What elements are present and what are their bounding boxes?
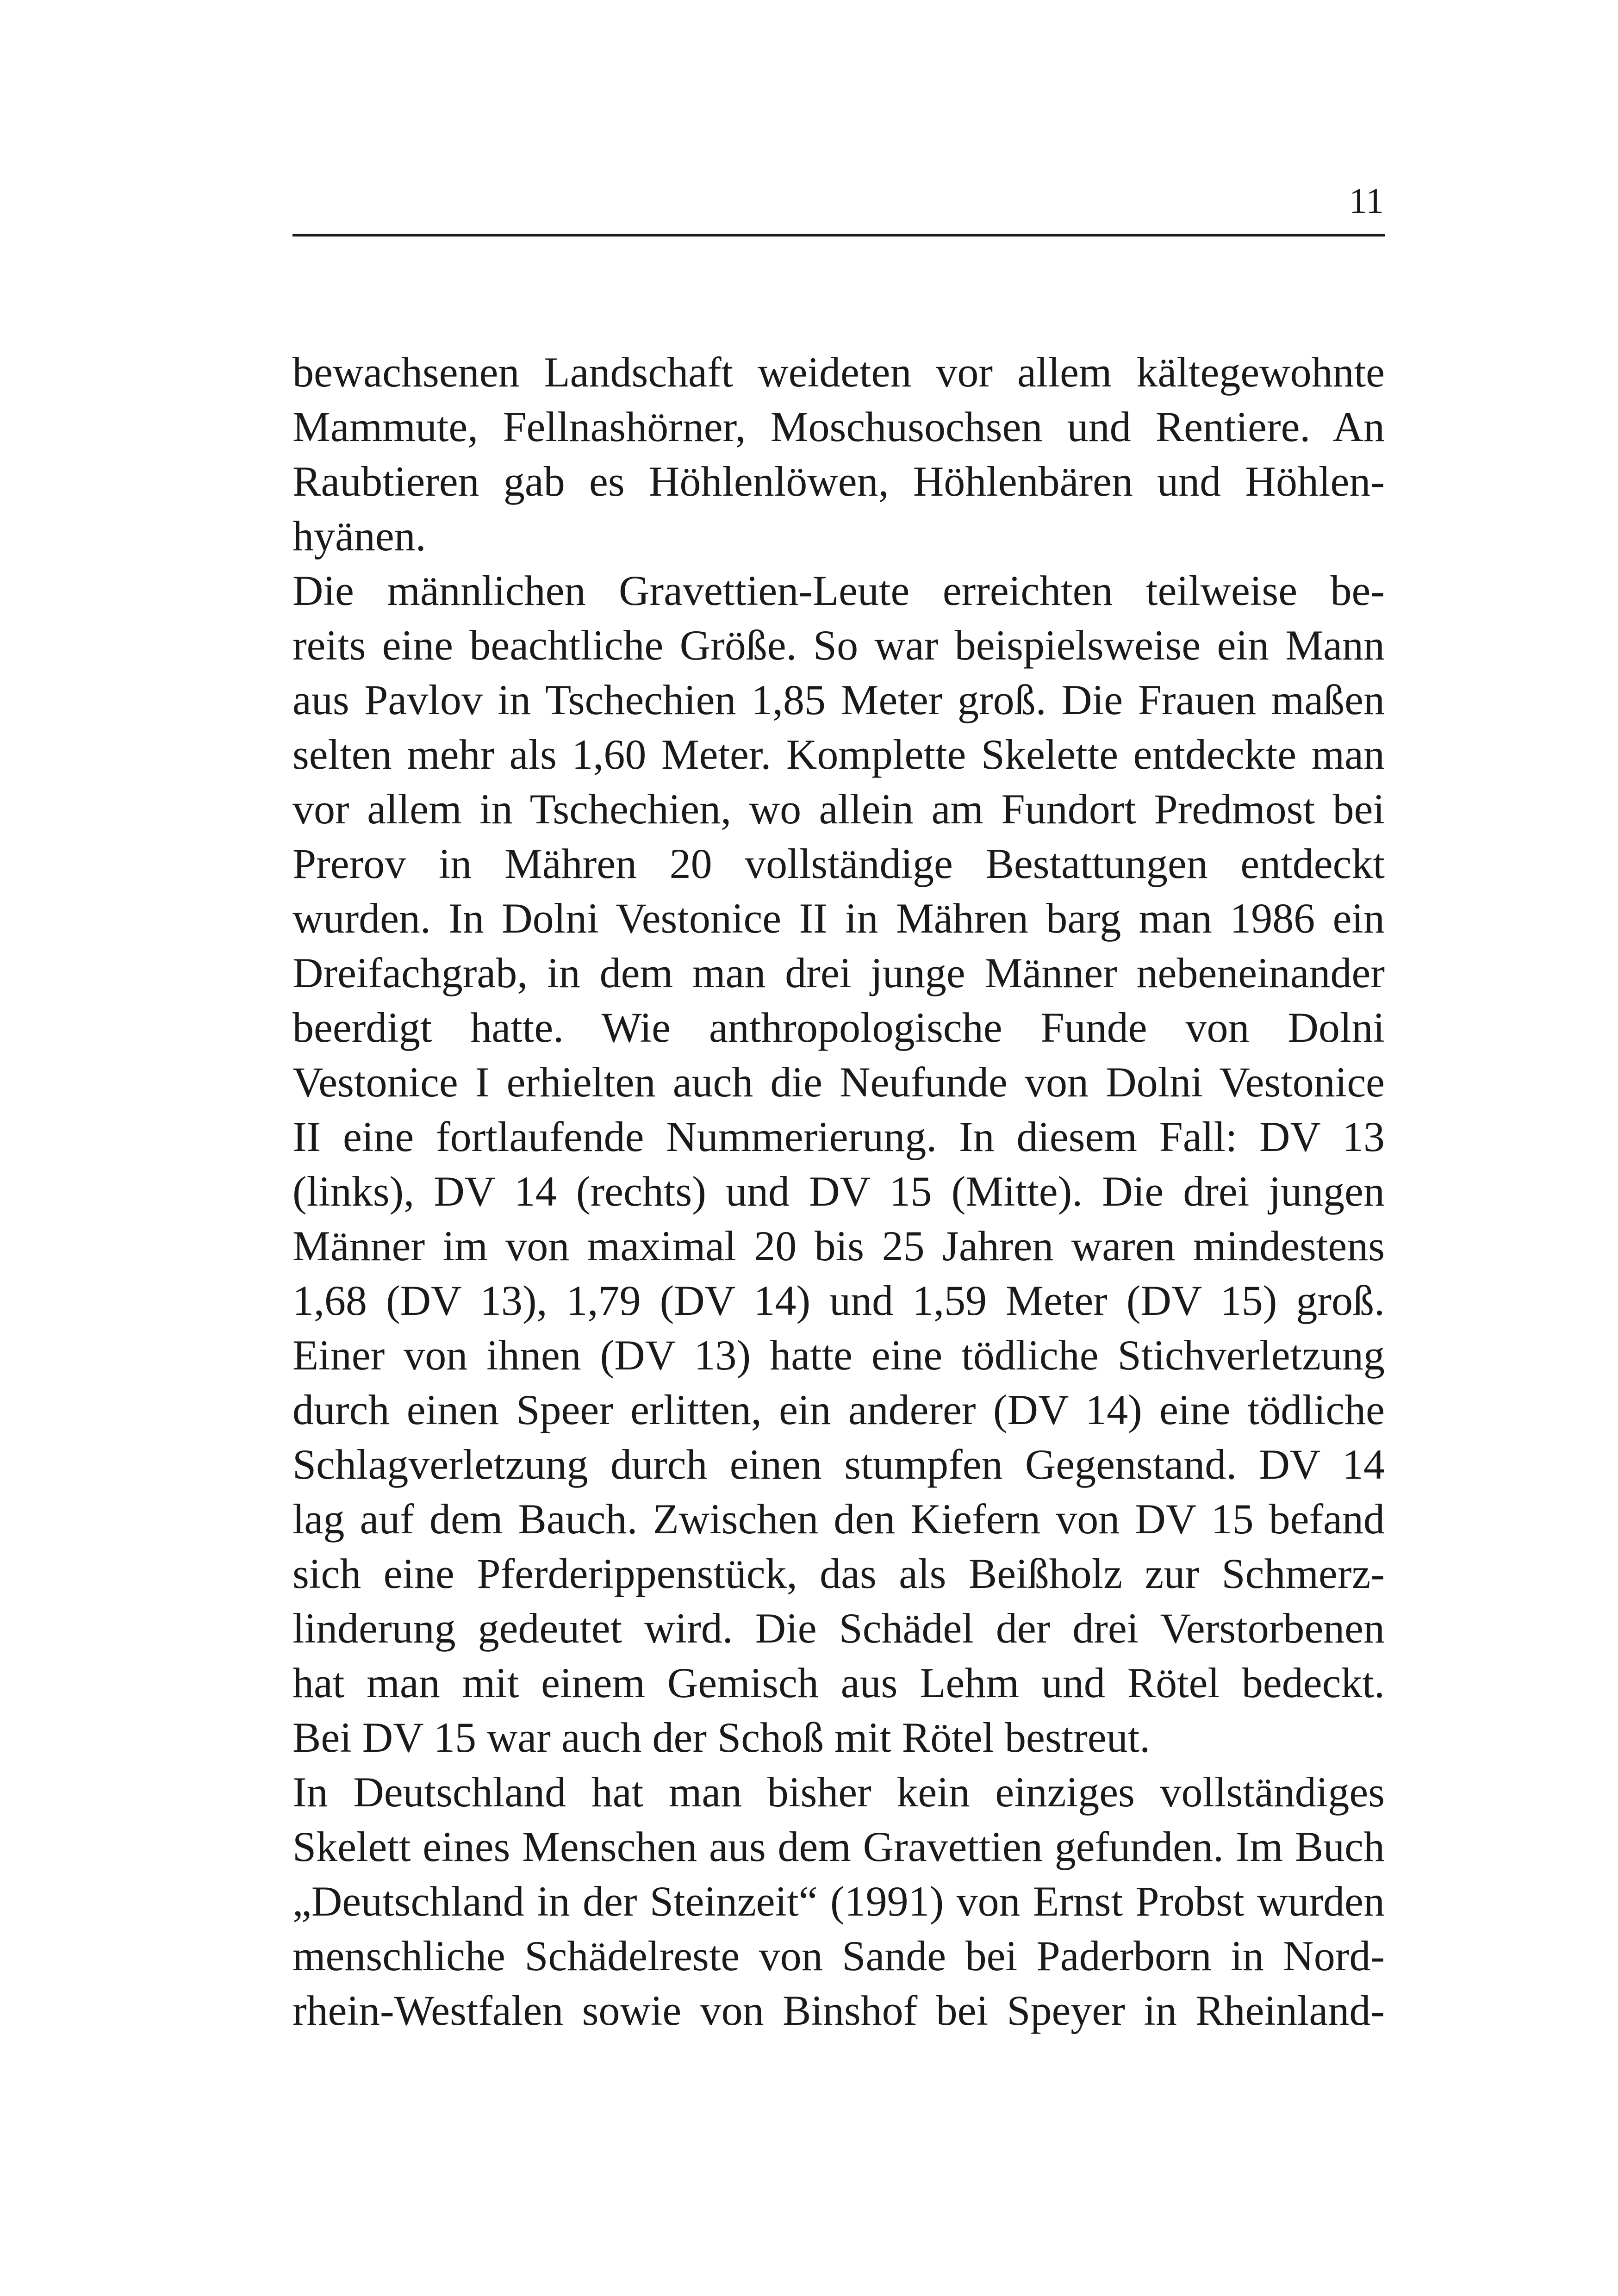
text-line: II eine fortlaufende Nummerierung. In diesem Fall: DV 13	[292, 1113, 1385, 1160]
text-line: beerdigt hatte. Wie anthropologische Funde von Dolni	[292, 1004, 1385, 1051]
text-line: (links), DV 14 (rechts) und DV 15 (Mitte). Die drei jungen	[292, 1168, 1385, 1215]
text-line: Raubtieren gab es Höhlenlöwen, Höhlenbären und Höhlen-	[292, 458, 1385, 505]
text-line: sich eine Pferderippenstück, das als Beißholz zur Schmerz-	[292, 1550, 1385, 1597]
text-line: hat man mit einem Gemisch aus Lehm und Rötel bedeckt.	[292, 1659, 1385, 1706]
header-rule	[292, 234, 1385, 236]
text-line: lag auf dem Bauch. Zwischen den Kiefern von DV 15 befand	[292, 1495, 1385, 1543]
page-number: 11	[1349, 180, 1384, 221]
text-line: Prerov in Mähren 20 vollständige Bestattungen entdeckt	[292, 840, 1385, 887]
text-line: Schlagverletzung durch einen stumpfen Gegenstand. DV 14	[292, 1441, 1385, 1488]
text-line: Vestonice I erhielten auch die Neufunde von Dolni Vestonice	[292, 1058, 1385, 1106]
text-line: vor allem in Tschechien, wo allein am Fundort Predmost bei	[292, 785, 1385, 833]
text-line: reits eine beachtliche Größe. So war beispielsweise ein Mann	[292, 622, 1385, 669]
text-line: rhein-Westfalen sowie von Binshof bei Speyer in Rheinland-	[292, 1987, 1385, 2034]
text-line: Die männlichen Gravettien-Leute erreichten teilweise be-	[292, 567, 1385, 614]
text-line: selten mehr als 1,60 Meter. Komplette Skelette entdeckte man	[292, 731, 1385, 778]
text-line: Mammute, Fellnashörner, Moschusochsen und Rentiere. An	[292, 403, 1385, 450]
body-text	[292, 345, 1385, 2038]
text-line: aus Pavlov in Tschechien 1,85 Meter groß. Die Frauen maßen	[292, 676, 1385, 723]
text-line: In Deutschland hat man bisher kein einziges vollständiges	[292, 1768, 1385, 1816]
text-line: menschliche Schädelreste von Sande bei Paderborn in Nord-	[292, 1932, 1385, 1979]
text-line: bewachsenen Landschaft weideten vor allem kältegewohnte	[292, 348, 1385, 396]
text-line: Skelett eines Menschen aus dem Gravettien gefunden. Im Buch	[292, 1823, 1385, 1870]
text-line: 1,68 (DV 13), 1,79 (DV 14) und 1,59 Meter (DV 15) groß.	[292, 1277, 1385, 1324]
text-line: wurden. In Dolni Vestonice II in Mähren barg man 1986 ein	[292, 895, 1385, 942]
text-line: Männer im von maximal 20 bis 25 Jahren waren mindestens	[292, 1222, 1385, 1269]
text-line: linderung gedeutet wird. Die Schädel der drei Verstorbenen	[292, 1605, 1385, 1652]
text-line: Bei DV 15 war auch der Schoß mit Rötel bestreut.	[292, 1714, 1151, 1761]
text-line: „Deutschland in der Steinzeit“ (1991) von Ernst Probst wurden	[292, 1878, 1385, 1925]
text-line: durch einen Speer erlitten, ein anderer (DV 14) eine tödliche	[292, 1386, 1385, 1433]
text-line: Einer von ihnen (DV 13) hatte eine tödliche Stichverletzung	[292, 1332, 1385, 1379]
text-line: Dreifachgrab, in dem man drei junge Männer nebeneinander	[292, 949, 1385, 996]
text-line: hyänen.	[292, 512, 426, 560]
